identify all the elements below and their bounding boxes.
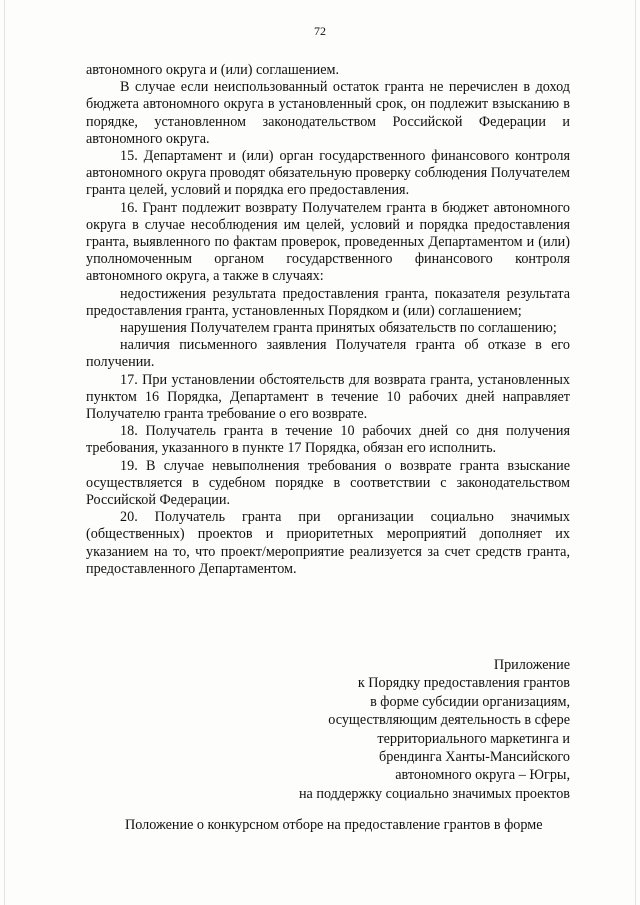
paragraph-18: 18. Получатель гранта в течение 10 рабочих дней со дня получения требования, указанного в пункте 17 Порядка, обязан его исполнить. — [86, 423, 570, 457]
paragraph-unused-balance: В случае если неиспользованный остаток гранта не перечислен в доход бюджета автономного округа в установленный срок, он подлежит взысканию в порядке, установленном законодательством Российской Федерации и автономного округа. — [86, 79, 570, 147]
paragraph-17: 17. При установлении обстоятельств для возврата гранта, установленных пунктом 16 Порядка, Департамент в течение 10 рабочих дней направляет Получателю гранта требование о его возврате. — [86, 371, 570, 423]
scan-edge-left — [4, 0, 5, 905]
appendix-line: территориального маркетинга и — [377, 730, 570, 747]
appendix-header — [230, 656, 570, 803]
paragraph-16-case-1: недостижения результата предоставления гранта, показателя результата предоставления гранта, установленных Порядком и (или) соглашением; — [86, 285, 570, 319]
paragraph-continuation: автономного округа и (или) соглашением. — [86, 62, 340, 78]
appendix-line: автономного округа – Югры, — [395, 767, 570, 784]
body-text — [86, 62, 570, 578]
paragraph-15: 15. Департамент и (или) орган государственного финансового контроля автономного округа проводят обязательную проверку соблюдения Получателем гранта целей, условий и порядка его предоставления. — [86, 148, 570, 199]
appendix-line: осуществляющим деятельность в сфере — [328, 712, 570, 729]
appendix-line: брендинга Ханты-Мансийского — [379, 749, 570, 766]
appendix-line: к Порядку предоставления грантов — [357, 675, 570, 692]
paragraph-16-case-3: наличия письменного заявления Получателя гранта об отказе в его получении. — [86, 337, 570, 371]
appendix-line: в форме субсидии организациям, — [370, 693, 570, 710]
regulation-title: Положение о конкурсном отборе на предоставление грантов в форме — [125, 817, 543, 833]
scan-edge-right — [635, 0, 636, 905]
appendix-line: на поддержку социально значимых проектов — [298, 785, 570, 802]
appendix-line: Приложение — [493, 657, 570, 673]
paragraph-19: 19. В случае невыполнения требования о возврате гранта взыскание осуществляется в судебном порядке в соответствии с законодательством Российской Федерации. — [86, 457, 570, 509]
paragraph-16: 16. Грант подлежит возврату Получателем гранта в бюджет автономного округа в случае несоблюдения им целей, условий и порядка предоставления гранта, выявленного по фактам проверок, проведенных Департаментом и (или) уполномоченным органом государственного финансового контроля автономного округа, а также в случаях: — [86, 199, 570, 285]
paragraph-20: 20. Получатель гранта при организации социально значимых (общественных) проектов и приоритетных мероприятий дополняет их указанием на то, что проект/мероприятие реализуется за счет средств гранта, предоставленного Департаментом. — [86, 509, 570, 577]
paragraph-16-case-2: нарушения Получателем гранта принятых обязательств по соглашению; — [120, 320, 557, 337]
page-number: 72 — [314, 24, 326, 38]
